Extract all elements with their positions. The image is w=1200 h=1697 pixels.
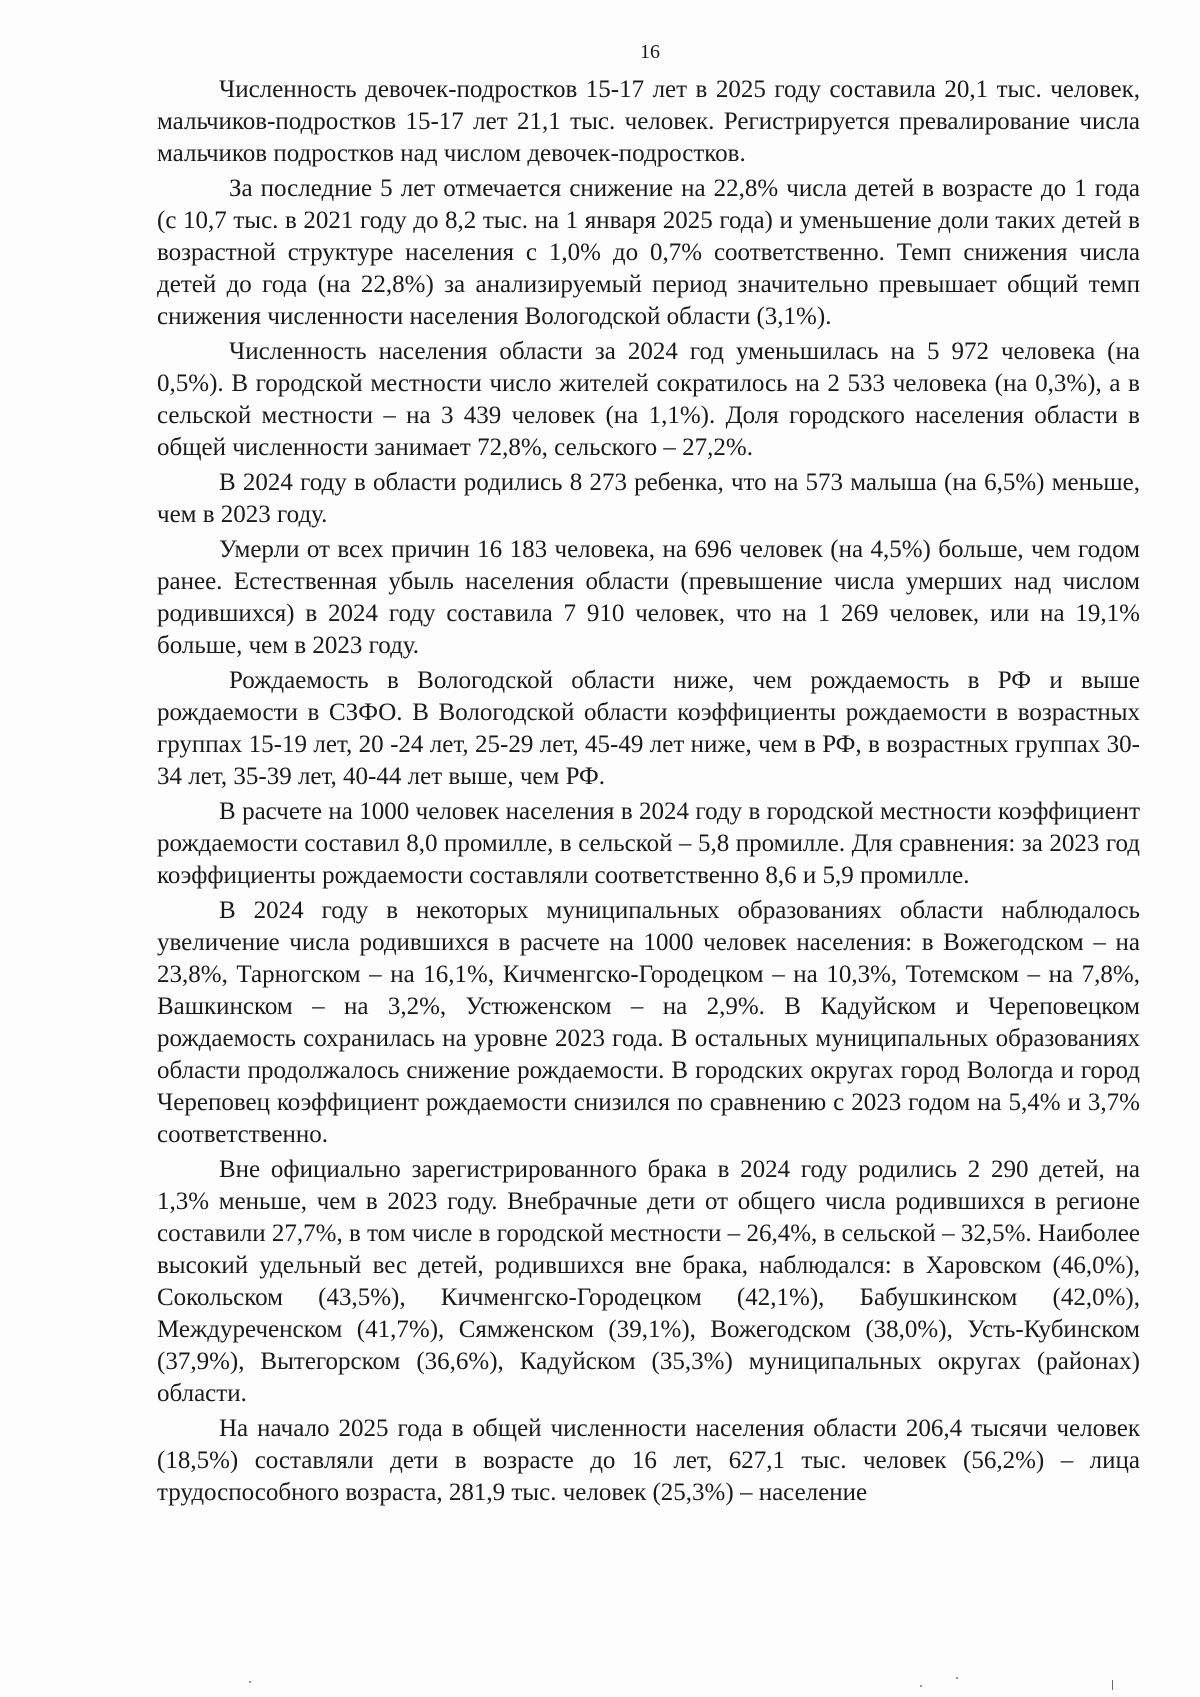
scan-artifact <box>249 1681 251 1683</box>
paragraph-birth-rate-comparison: Рождаемость в Вологодской области ниже, чем рождаемость в РФ и выше рождаемости в СЗФО. В Вологодской области коэффициенты рождаемости в возрастных группах 15-19 лет, 20 -24 лет, 25-29 лет, 45-49 лет ниже, чем в РФ, в возрастных группах 30-34 лет, 35-39 лет, 40-44 лет выше, чем РФ. <box>157 667 1140 790</box>
body-text <box>157 74 1140 1512</box>
paragraph-birth-rate-per-1000: В расчете на 1000 человек населения в 2024 году в городской местности коэффициент рождаемости составил 8,0 промилле, в сельской – 5,8 промилле. Для сравнения: за 2023 год коэффициенты рождаемости составляли соответственно 8,6 и 5,9 промилле. <box>157 798 1140 889</box>
paragraph-extramarital-births: Вне официально зарегистрированного брака в 2024 году родились 2 290 детей, на 1,3% меньше, чем в 2023 году. Внебрачные дети от общего числа родившихся в регионе составили 27,7%, в том числе в городской местности – 26,4%, в сельской – 32,5%. Наиболее высокий удельный вес детей, родившихся вне брака, наблюдался: в Харовском (46,0%), Сокольском (43,5%), Кичменгско-Городецком (42,1%), Бабушкинском (42,0%), Междуреченском (41,7%), Сямженском (39,1%), Вожегодском (38,0%), Усть-Кубинском (37,9%), Вытегорском (36,6%), Кадуйском (35,3%) муниципальных округах (районах) области. <box>157 1156 1140 1407</box>
scan-artifact <box>1112 1680 1113 1690</box>
scan-artifact <box>920 1685 922 1687</box>
paragraph-population-change: Численность населения области за 2024 год уменьшилась на 5 972 человека (на 0,5%). В городской местности число жителей сократилось на 2 533 человека (на 0,3%), а в сельской местности – на 3 439 человек (на 1,1%). Доля городского населения области в общей численности занимает 72,8%, сельского – 27,2%. <box>157 338 1140 461</box>
paragraph-municipal-birth-rates: В 2024 году в некоторых муниципальных образованиях области наблюдалось увеличение числа родившихся в расчете на 1000 человек населения: в Вожегодском – на 23,8%, Тарногском – на 16,1%, Кичменгско-Городецком – на 10,3%, Тотемском – на 7,8%, Вашкинском – на 3,2%, Устюженском – на 2,9%. В Кадуйском и Череповецком рождаемость сохранилась на уровне 2023 года. В остальных муниципальных образованиях области продолжалось снижение рождаемости. В городских округах город Вологда и город Череповец коэффициент рождаемости снизился по сравнению с 2023 годом на 5,4% и 3,7% соответственно. <box>157 897 1140 1148</box>
paragraph-age-structure: На начало 2025 года в общей численности населения области 206,4 тысячи человек (18,5%) составляли дети в возрасте до 16 лет, 627,1 тыс. человек (56,2%) – лица трудоспособного возраста, 281,9 тыс. человек (25,3%) – население <box>157 1415 1140 1506</box>
paragraph-births: В 2024 году в области родились 8 273 ребенка, что на 573 малыша (на 6,5%) меньше, чем в 2023 году. <box>157 469 1140 528</box>
page-number: 16 <box>640 41 660 63</box>
scan-artifact <box>956 1677 958 1679</box>
paragraph-deaths: Умерли от всех причин 16 183 человека, на 696 человек (на 4,5%) больше, чем годом ранее. Естественная убыль населения области (превышение числа умерших над числом родившихся) в 2024 году составила 7 910 человек, что на 1 269 человек, или на 19,1% больше, чем в 2023 году. <box>157 536 1140 659</box>
paragraph-infant-decline: За последние 5 лет отмечается снижение на 22,8% числа детей в возрасте до 1 года (с 10,7 тыс. в 2021 году до 8,2 тыс. на 1 января 2025 года) и уменьшение доли таких детей в возрастной структуре населения с 1,0% до 0,7% соответственно. Темп снижения числа детей до года (на 22,8%) за анализируемый период значительно превышает общий темп снижения численности населения Вологодской области (3,1%). <box>157 175 1140 330</box>
paragraph-teen-population: Численность девочек-подростков 15-17 лет в 2025 году составила 20,1 тыс. человек, мальчиков-подростков 15-17 лет 21,1 тыс. человек. Регистрируется превалирование числа мальчиков подростков над числом девочек-подростков. <box>157 76 1140 167</box>
